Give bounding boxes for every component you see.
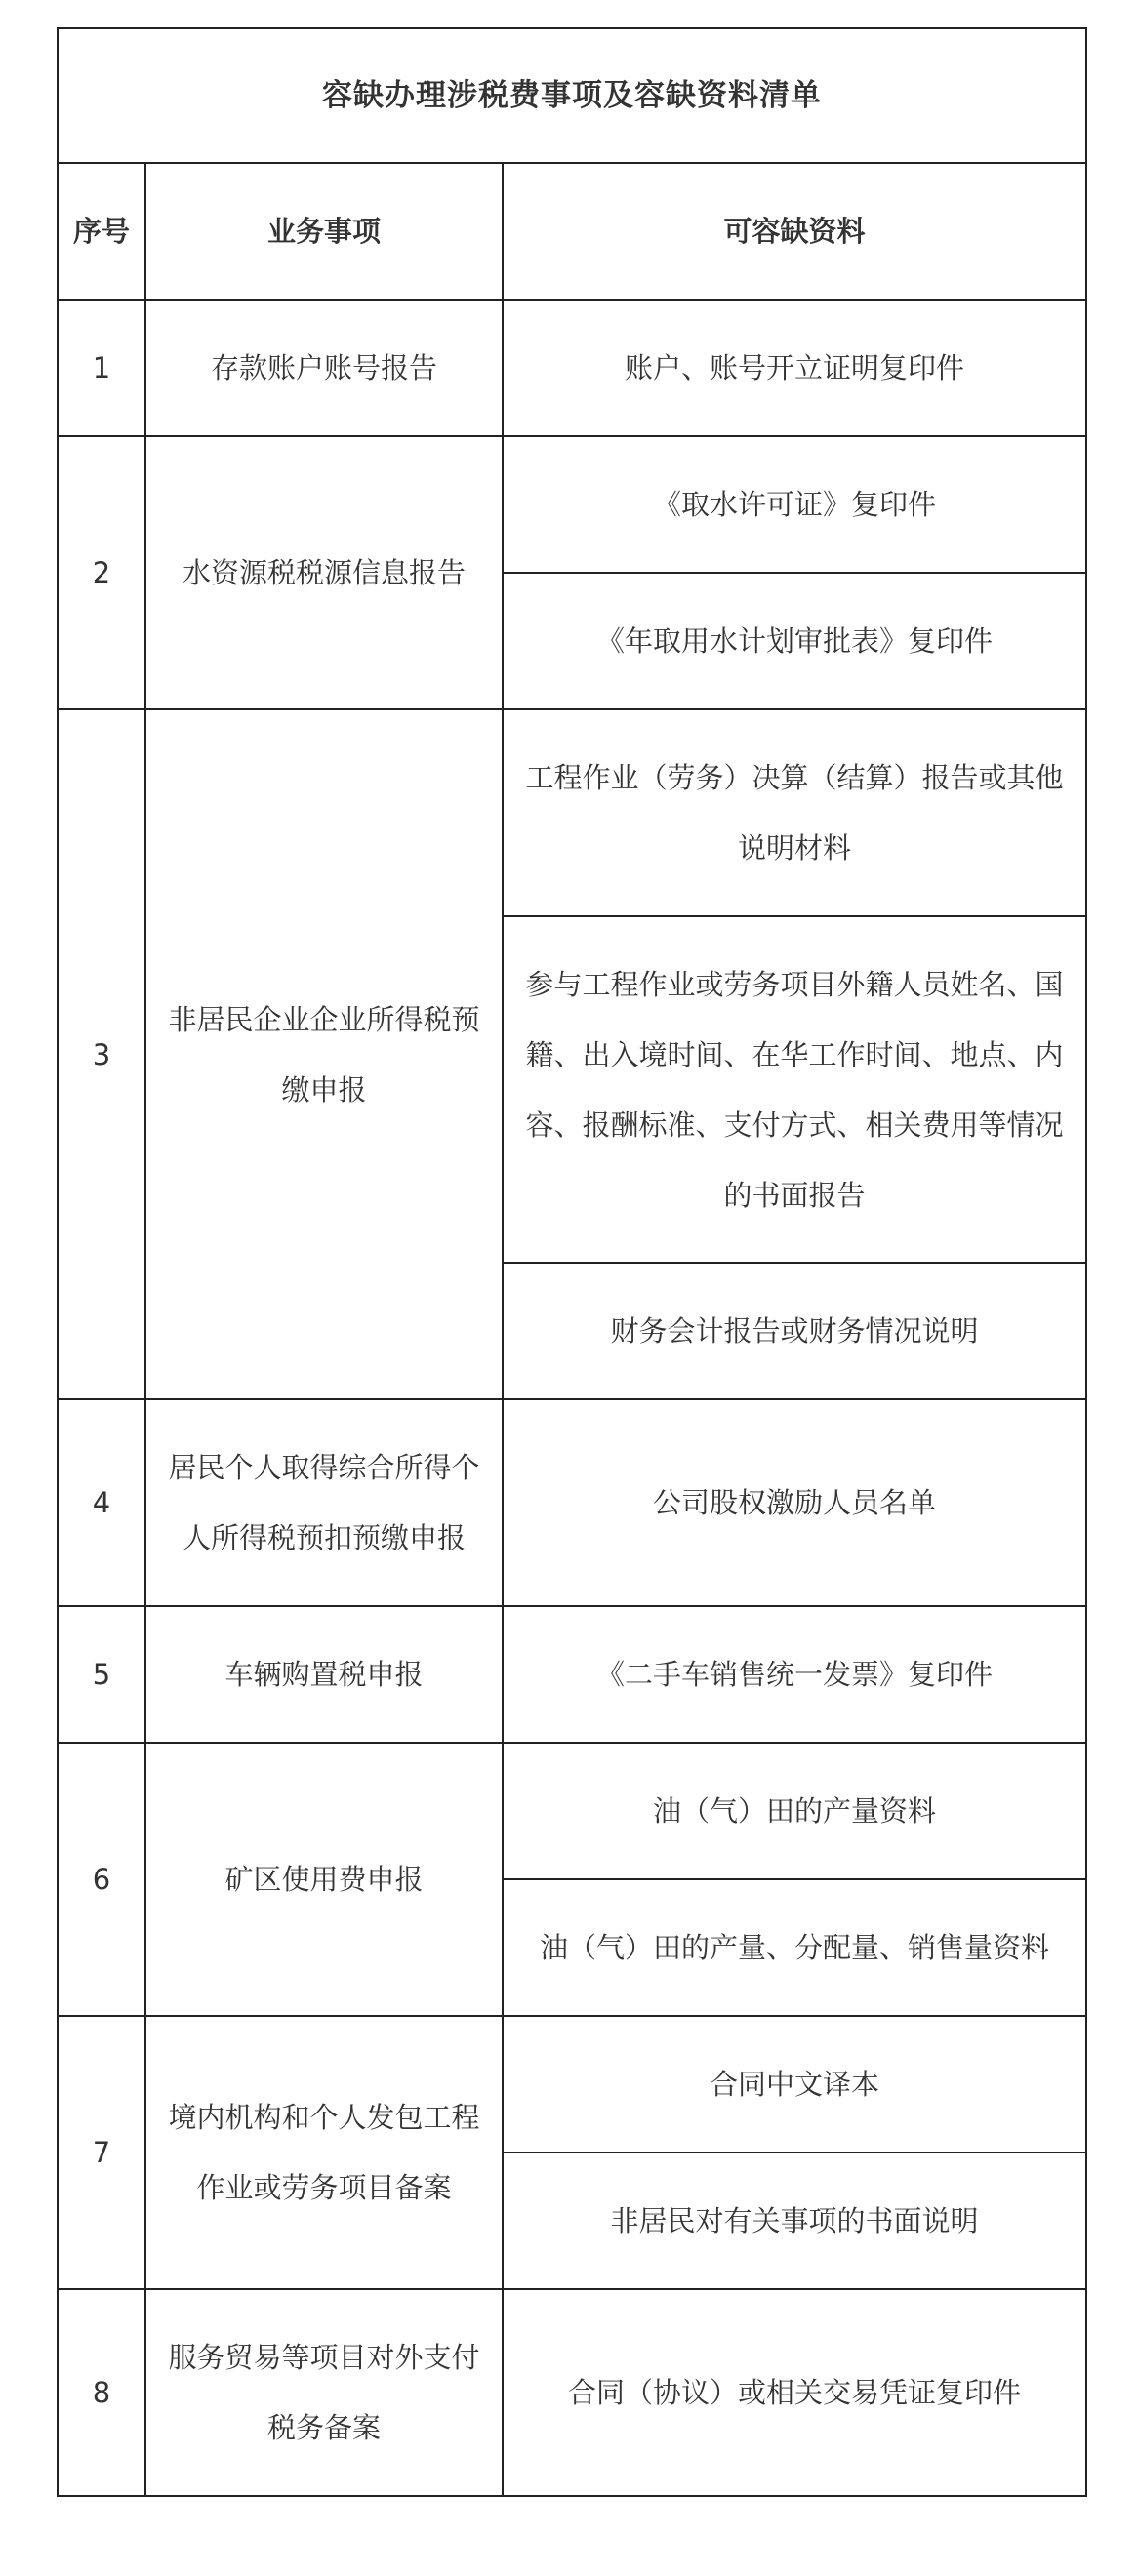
table-title: 容缺办理涉税费事项及容缺资料清单	[58, 28, 1086, 163]
table-row	[58, 300, 1086, 436]
header-index: 序号	[58, 163, 145, 300]
table-row	[58, 2289, 1086, 2496]
table-row	[58, 1743, 1086, 1879]
table-row	[58, 709, 1086, 916]
row-index: 2	[58, 436, 145, 709]
row-index: 1	[58, 300, 145, 436]
row-matter: 水资源税税源信息报告	[145, 436, 503, 709]
row-matter: 非居民企业企业所得税预缴申报	[145, 709, 503, 1399]
row-material: 财务会计报告或财务情况说明	[503, 1263, 1086, 1399]
row-matter: 车辆购置税申报	[145, 1606, 503, 1743]
row-material: 工程作业（劳务）决算（结算）报告或其他说明材料	[503, 709, 1086, 916]
row-material: 参与工程作业或劳务项目外籍人员姓名、国籍、出入境时间、在华工作时间、地点、内容、报酬标准、支付方式、相关费用等情况的书面报告	[503, 916, 1086, 1263]
row-matter: 存款账户账号报告	[145, 300, 503, 436]
row-material: 合同中文译本	[503, 2016, 1086, 2153]
header-materials: 可容缺资料	[503, 163, 1086, 300]
row-material: 公司股权激励人员名单	[503, 1399, 1086, 1606]
header-matter: 业务事项	[145, 163, 503, 300]
row-index: 7	[58, 2016, 145, 2289]
table-row	[58, 436, 1086, 573]
title-row	[58, 28, 1086, 163]
row-index: 8	[58, 2289, 145, 2496]
row-matter: 服务贸易等项目对外支付税务备案	[145, 2289, 503, 2496]
row-material: 《取水许可证》复印件	[503, 436, 1086, 573]
row-matter: 居民个人取得综合所得个人所得税预扣预缴申报	[145, 1399, 503, 1606]
tax-tolerance-table	[57, 27, 1087, 2497]
row-matter: 境内机构和个人发包工程作业或劳务项目备案	[145, 2016, 503, 2289]
row-index: 3	[58, 709, 145, 1399]
document-page	[57, 27, 1085, 2497]
table-row	[58, 1399, 1086, 1606]
row-index: 6	[58, 1743, 145, 2016]
row-material: 账户、账号开立证明复印件	[503, 300, 1086, 436]
header-row	[58, 163, 1086, 300]
row-matter: 矿区使用费申报	[145, 1743, 503, 2016]
row-material: 油（气）田的产量、分配量、销售量资料	[503, 1879, 1086, 2016]
table-row	[58, 2016, 1086, 2153]
row-index: 5	[58, 1606, 145, 1743]
row-material: 《年取用水计划审批表》复印件	[503, 573, 1086, 709]
row-material: 非居民对有关事项的书面说明	[503, 2153, 1086, 2289]
row-index: 4	[58, 1399, 145, 1606]
table-row	[58, 1606, 1086, 1743]
row-material: 合同（协议）或相关交易凭证复印件	[503, 2289, 1086, 2496]
row-material: 《二手车销售统一发票》复印件	[503, 1606, 1086, 1743]
row-material: 油（气）田的产量资料	[503, 1743, 1086, 1879]
